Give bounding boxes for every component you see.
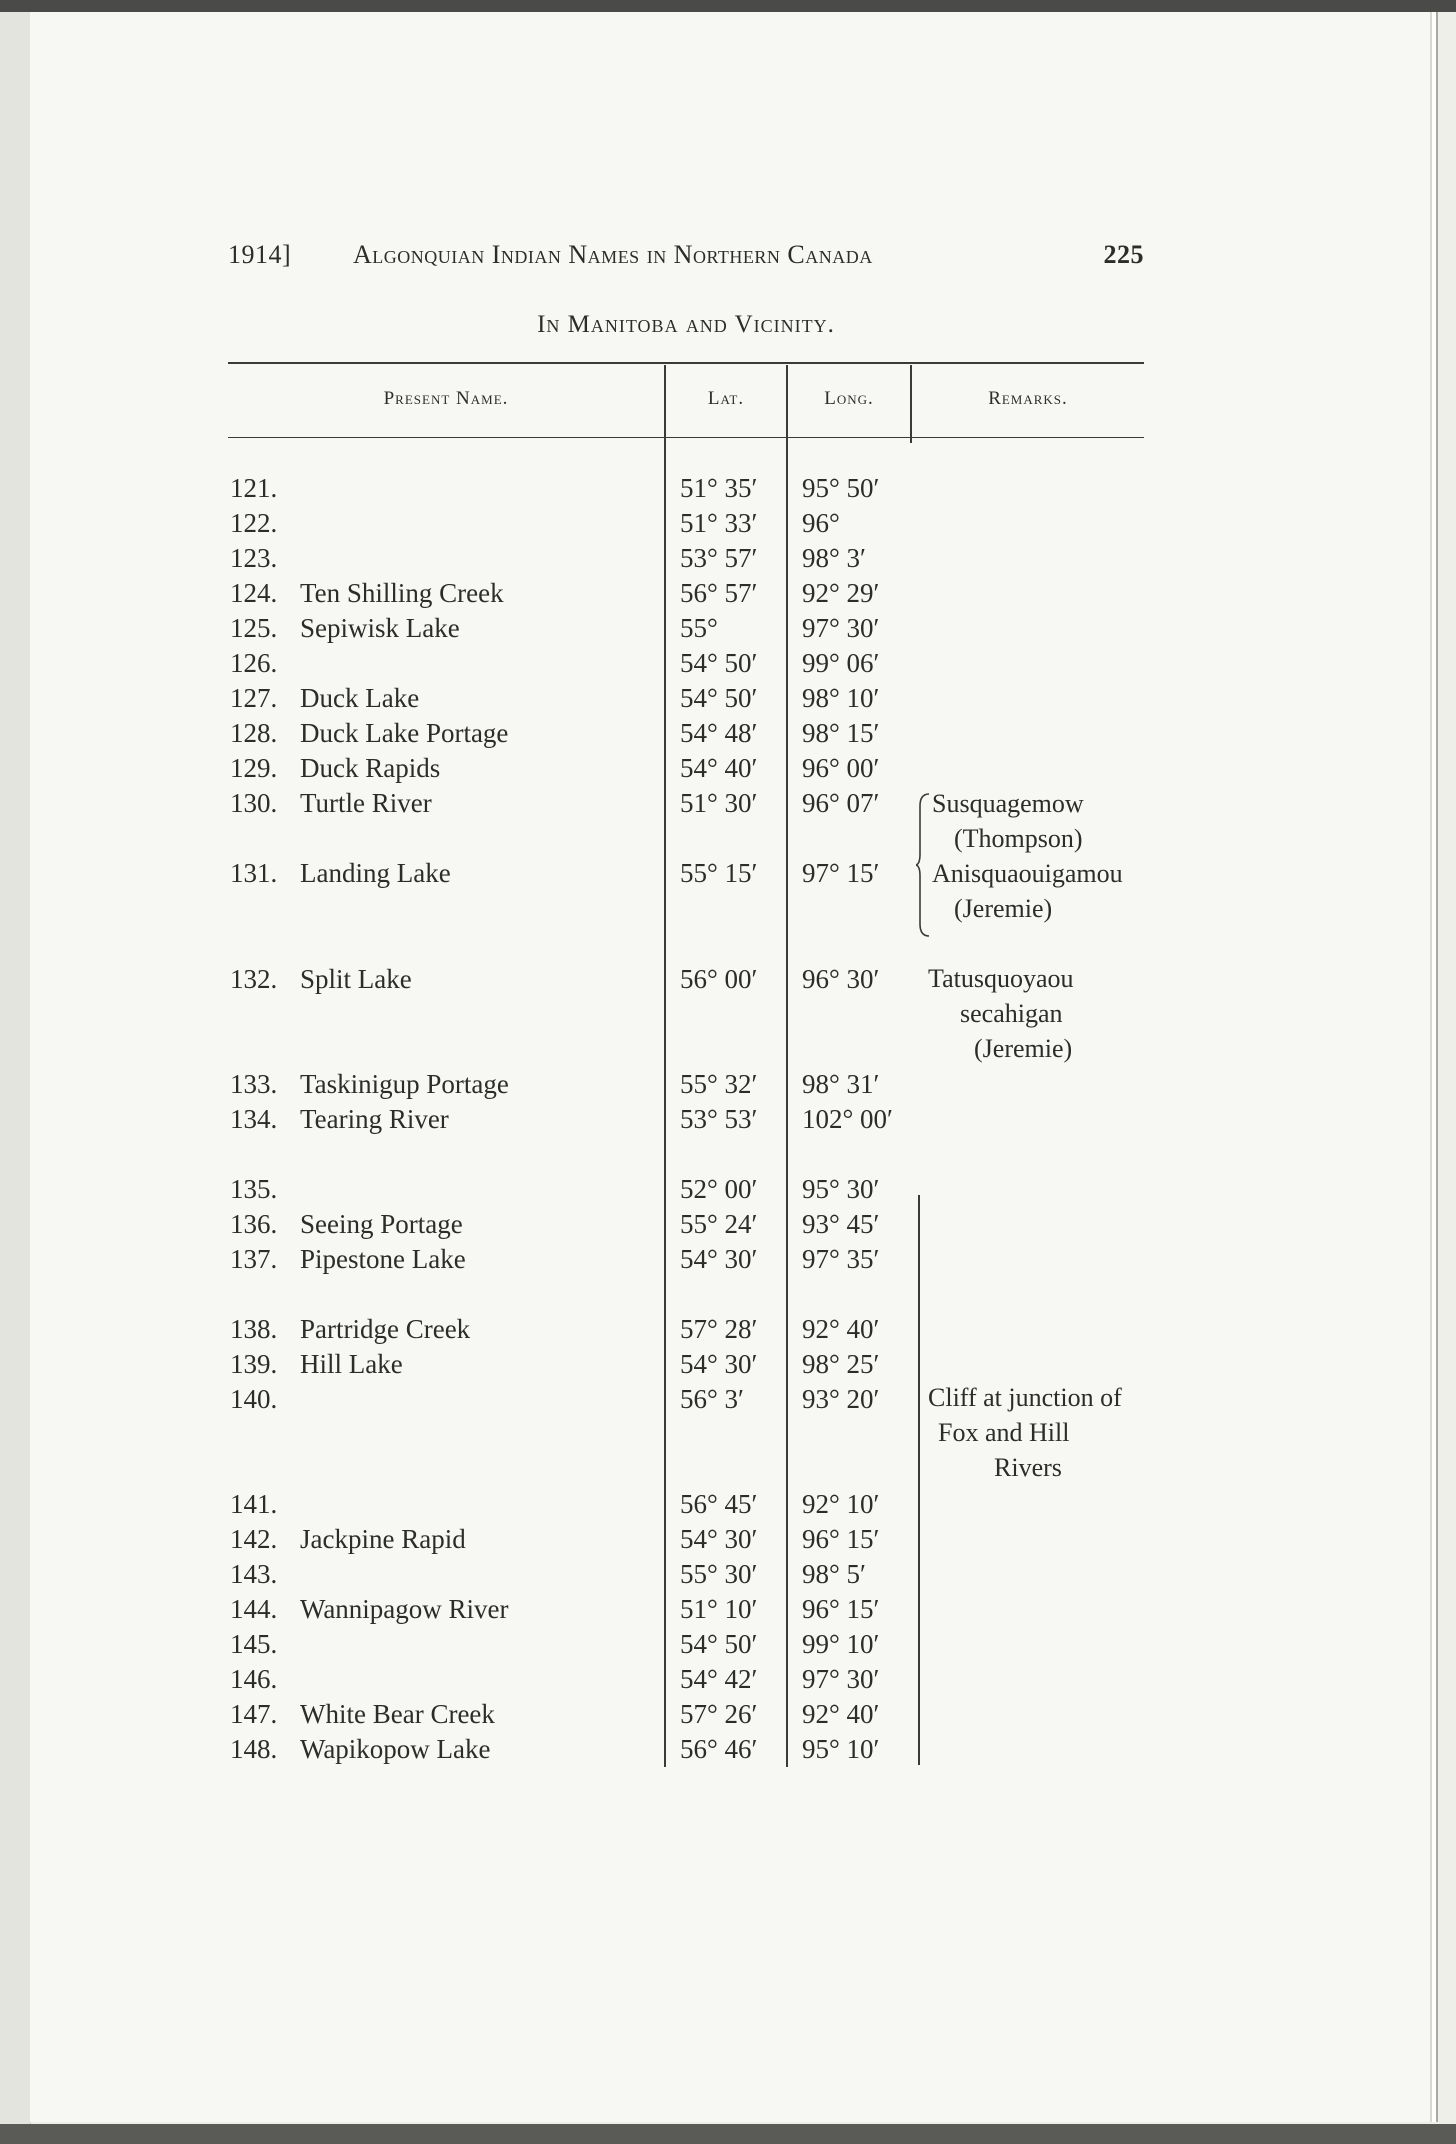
longitude: 97° 35′ [802, 1244, 880, 1274]
latitude: 54° 30′ [680, 1244, 758, 1274]
latitude: 54° 30′ [680, 1349, 758, 1379]
header-present-name: Present Name. [383, 388, 509, 409]
entry-number: 142. [230, 1524, 278, 1554]
remarks-brace [916, 792, 930, 938]
latitude: 56° 45′ [680, 1489, 758, 1519]
running-head-year: 1914] [228, 240, 292, 269]
latitude: 54° 42′ [680, 1664, 758, 1694]
scan-frame-bottom [0, 2124, 1456, 2144]
present-name: Wapikopow Lake [300, 1734, 491, 1764]
table-row [0, 610, 1456, 646]
longitude: 96° 30′ [802, 964, 880, 994]
table-row [0, 1521, 1456, 1557]
present-name: Jackpine Rapid [300, 1524, 466, 1554]
remark-rivers: Rivers [994, 1453, 1062, 1482]
entry-number: 132. [230, 964, 278, 994]
entry-number: 146. [230, 1664, 278, 1694]
table-row [0, 1346, 1456, 1382]
latitude: 54° 50′ [680, 683, 758, 713]
present-name: Duck Lake [300, 683, 420, 713]
table-row [0, 1731, 1456, 1767]
present-name: Landing Lake [300, 858, 451, 888]
entry-number: 137. [230, 1244, 278, 1274]
latitude: 56° 57′ [680, 578, 758, 608]
longitude: 95° 10′ [802, 1734, 880, 1764]
present-name: Split Lake [300, 964, 412, 994]
table-top-rule [228, 362, 1144, 364]
longitude: 98° 3′ [802, 543, 866, 573]
entry-number: 147. [230, 1699, 278, 1729]
entry-number: 135. [230, 1174, 278, 1204]
latitude: 56° 3′ [680, 1384, 744, 1414]
latitude: 54° 48′ [680, 718, 758, 748]
longitude: 98° 15′ [802, 718, 880, 748]
remark-anisquaouigamou: Anisquaouigamou [932, 859, 1123, 888]
latitude: 53° 57′ [680, 543, 758, 573]
present-name: Hill Lake [300, 1349, 403, 1379]
latitude: 57° 28′ [680, 1314, 758, 1344]
entry-number: 140. [230, 1384, 278, 1414]
header-remarks: Remarks. [988, 388, 1068, 409]
table-row [0, 1311, 1456, 1347]
longitude: 96° [802, 508, 840, 538]
latitude: 55° 32′ [680, 1069, 758, 1099]
entry-number: 130. [230, 788, 278, 818]
present-name: Tearing River [300, 1104, 449, 1134]
remark-thompson: (Thompson) [954, 824, 1083, 853]
table-row [0, 1626, 1456, 1662]
longitude: 97° 30′ [802, 613, 880, 643]
page-number: 225 [1103, 240, 1144, 269]
latitude: 55° 24′ [680, 1209, 758, 1239]
latitude: 54° 50′ [680, 648, 758, 678]
table-row [0, 961, 1456, 997]
entry-number: 139. [230, 1349, 278, 1379]
table-row [0, 1101, 1456, 1137]
remark-tatusquoyaou: Tatusquoyaou [928, 964, 1074, 993]
entry-number: 121. [230, 473, 278, 503]
latitude: 54° 50′ [680, 1629, 758, 1659]
remark-susquagemow: Susquagemow [932, 789, 1084, 818]
longitude: 92° 40′ [802, 1699, 880, 1729]
longitude: 98° 10′ [802, 683, 880, 713]
present-name: Pipestone Lake [300, 1244, 466, 1274]
scan-frame-top [0, 0, 1456, 12]
latitude: 53° 53′ [680, 1104, 758, 1134]
entry-number: 133. [230, 1069, 278, 1099]
entry-number: 129. [230, 753, 278, 783]
table-row [0, 1206, 1456, 1242]
latitude: 51° 10′ [680, 1594, 758, 1624]
remark-fox-and-hill: Fox and Hill [938, 1418, 1070, 1447]
entry-number: 148. [230, 1734, 278, 1764]
table-row [0, 1661, 1456, 1697]
table-row [0, 1381, 1456, 1417]
running-head-title: Algonquian Indian Names in Northern Canada [353, 240, 873, 269]
longitude: 93° 20′ [802, 1384, 880, 1414]
latitude: 51° 33′ [680, 508, 758, 538]
latitude: 55° 15′ [680, 858, 758, 888]
table-row [0, 785, 1456, 821]
entry-number: 125. [230, 613, 278, 643]
table-header-rule [228, 437, 1144, 438]
entry-number: 131. [230, 858, 278, 888]
table-row [0, 715, 1456, 751]
header-lat: Lat. [707, 388, 745, 409]
table-row [0, 1241, 1456, 1277]
longitude: 98° 31′ [802, 1069, 880, 1099]
entry-number: 126. [230, 648, 278, 678]
entry-number: 141. [230, 1489, 278, 1519]
table-row [0, 470, 1456, 506]
present-name: Duck Lake Portage [300, 718, 509, 748]
longitude: 98° 5′ [802, 1559, 866, 1589]
present-name: White Bear Creek [300, 1699, 495, 1729]
longitude: 92° 40′ [802, 1314, 880, 1344]
running-head [228, 240, 1144, 274]
longitude: 92° 10′ [802, 1489, 880, 1519]
table-row [0, 750, 1456, 786]
entry-number: 138. [230, 1314, 278, 1344]
entry-number: 143. [230, 1559, 278, 1589]
longitude: 99° 06′ [802, 648, 880, 678]
latitude: 52° 00′ [680, 1174, 758, 1204]
entry-number: 123. [230, 543, 278, 573]
longitude: 95° 50′ [802, 473, 880, 503]
table-row [0, 680, 1456, 716]
remark-jeremie-1: (Jeremie) [954, 894, 1053, 923]
section-subheading: In Manitoba and Vicinity. [537, 311, 835, 338]
longitude: 96° 15′ [802, 1594, 880, 1624]
latitude: 56° 00′ [680, 964, 758, 994]
entry-number: 144. [230, 1594, 278, 1624]
table-row [0, 1556, 1456, 1592]
entry-number: 122. [230, 508, 278, 538]
longitude: 99° 10′ [802, 1629, 880, 1659]
table-row [0, 1171, 1456, 1207]
table-row [0, 855, 1456, 891]
entry-number: 128. [230, 718, 278, 748]
table-row [0, 1066, 1456, 1102]
longitude: 97° 15′ [802, 858, 880, 888]
header-long: Long. [824, 388, 874, 409]
table-row [0, 1591, 1456, 1627]
table-row [0, 1696, 1456, 1732]
table-row [0, 575, 1456, 611]
entry-number: 124. [230, 578, 278, 608]
entry-number: 134. [230, 1104, 278, 1134]
present-name: Seeing Portage [300, 1209, 463, 1239]
latitude: 55° 30′ [680, 1559, 758, 1589]
remark-secahigan: secahigan [960, 999, 1063, 1028]
table-row [0, 1486, 1456, 1522]
present-name: Ten Shilling Creek [300, 578, 504, 608]
table-row [0, 540, 1456, 576]
latitude: 51° 30′ [680, 788, 758, 818]
present-name: Duck Rapids [300, 753, 441, 783]
entry-number: 127. [230, 683, 278, 713]
latitude: 57° 26′ [680, 1699, 758, 1729]
longitude: 96° 07′ [802, 788, 880, 818]
longitude: 102° 00′ [802, 1104, 893, 1134]
remark-cliff-junction: Cliff at junction of [928, 1383, 1122, 1412]
longitude: 98° 25′ [802, 1349, 880, 1379]
latitude: 55° [680, 613, 718, 643]
present-name: Sepiwisk Lake [300, 613, 460, 643]
entry-number: 136. [230, 1209, 278, 1239]
present-name: Turtle River [300, 788, 432, 818]
present-name: Wannipagow River [300, 1594, 509, 1624]
longitude: 96° 15′ [802, 1524, 880, 1554]
longitude: 93° 45′ [802, 1209, 880, 1239]
latitude: 54° 30′ [680, 1524, 758, 1554]
longitude: 95° 30′ [802, 1174, 880, 1204]
longitude: 97° 30′ [802, 1664, 880, 1694]
table-row [0, 645, 1456, 681]
latitude: 54° 40′ [680, 753, 758, 783]
longitude: 92° 29′ [802, 578, 880, 608]
present-name: Taskinigup Portage [300, 1069, 509, 1099]
table-row [0, 505, 1456, 541]
latitude: 56° 46′ [680, 1734, 758, 1764]
present-name: Partridge Creek [300, 1314, 471, 1344]
entry-number: 145. [230, 1629, 278, 1659]
latitude: 51° 35′ [680, 473, 758, 503]
longitude: 96° 00′ [802, 753, 880, 783]
remark-jeremie-2: (Jeremie) [974, 1034, 1073, 1063]
